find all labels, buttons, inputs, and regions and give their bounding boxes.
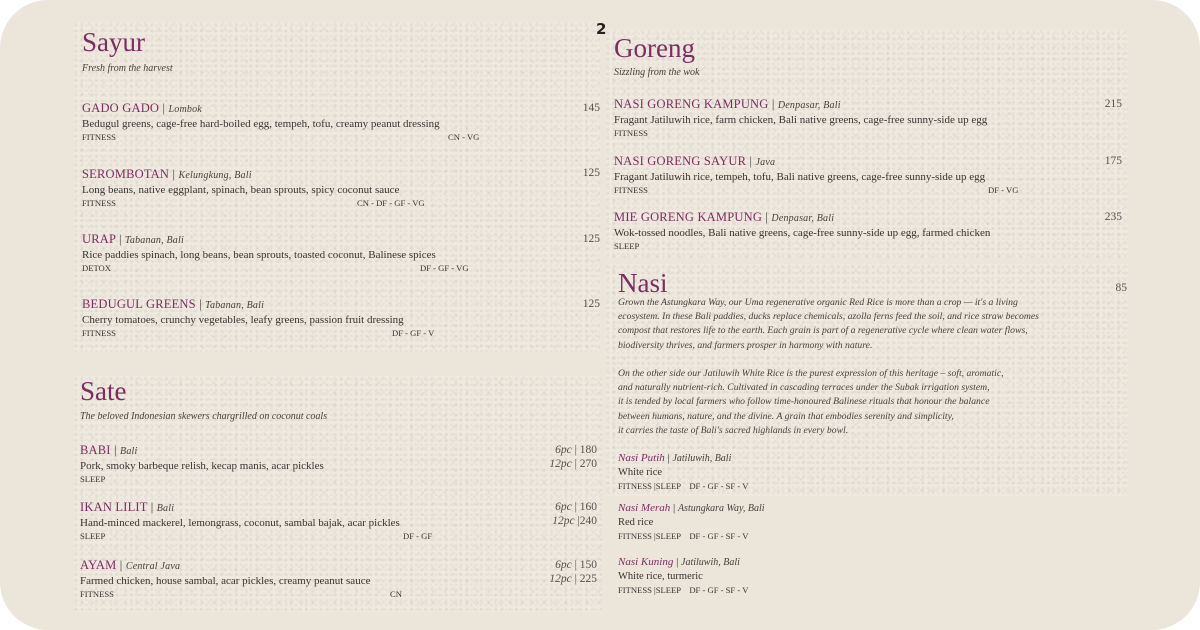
price-large: 240 — [579, 515, 597, 527]
item-description: Rice paddies spinach, long beans, bean sprouts, toasted coconut, Balinese spices — [82, 249, 436, 261]
item-origin: Java — [755, 157, 776, 168]
item-meta — [614, 240, 1034, 252]
item-heading: Nasi Merah | Astungkara Way, Bali — [618, 502, 765, 514]
item-price: 125 — [582, 298, 600, 310]
item-meta: FITNESS |SLEEP DF - GF - SF - V — [618, 585, 749, 595]
item-heading: NASI GORENG KAMPUNG | Denpasar, Bali — [614, 97, 841, 111]
item-name: NASI GORENG SAYUR — [614, 154, 747, 168]
nasi-item-putih — [618, 451, 918, 493]
item-heading: Nasi Kuning | Jatiluwih, Bali — [618, 556, 740, 568]
item-origin: Denpasar, Bali — [771, 213, 835, 224]
price-label-small: 6pc — [555, 444, 572, 456]
item-category: FITNESS — [614, 128, 648, 138]
goreng-item-mie-goreng-kampung — [614, 210, 1034, 252]
item-dietary-tags: CN - VG — [448, 132, 480, 142]
item-heading: AYAM | Central Java — [80, 558, 181, 572]
price-small: 160 — [579, 501, 597, 513]
item-description: White rice — [618, 467, 663, 478]
item-name: BABI — [80, 443, 111, 457]
price-small: 150 — [579, 559, 597, 571]
item-description: Hand-minced mackerel, lemongrass, coconut, sambal bajak, acar pickles — [80, 517, 400, 529]
item-description: Pork, smoky barbeque relish, kecap manis, acar pickles — [80, 460, 324, 472]
item-meta — [82, 131, 487, 143]
item-origin: Tabanan, Bali — [125, 235, 184, 246]
sayur-subtitle: Fresh from the harvest — [82, 63, 173, 74]
item-heading: IKAN LILIT | Bali — [80, 500, 175, 514]
nasi-item-kuning — [618, 555, 918, 597]
item-description: Bedugul greens, cage-free hard-boiled egg, tempeh, tofu, creamy peanut dressing — [82, 118, 440, 130]
item-origin: Bali — [120, 446, 138, 457]
item-description: Fragant Jatiluwih rice, tempeh, tofu, Bali native greens, cage-free sunny-side up egg — [614, 171, 986, 183]
item-name: SEROMBOTAN — [82, 167, 170, 181]
goreng-item-nasi-goreng-kampung — [614, 97, 1034, 139]
item-price: 6pc | 180 12pc | 270 — [549, 444, 597, 470]
item-name: URAP — [82, 232, 116, 246]
item-heading: NASI GORENG SAYUR | Java — [614, 154, 776, 168]
item-price: 6pc | 160 12pc |240 — [552, 501, 597, 527]
item-origin: Kelungkung, Bali — [178, 170, 252, 181]
item-origin: Central Java — [125, 561, 181, 572]
item-dietary-tags: DF - VG — [988, 185, 1019, 195]
item-origin: Denpasar, Bali — [777, 100, 841, 111]
item-dietary-tags: DF - GF — [403, 531, 433, 541]
item-description: Farmed chicken, house sambal, acar pickles, creamy peanut sauce — [80, 575, 371, 587]
item-name: GADO GADO — [82, 101, 160, 115]
price-label-small: 6pc — [555, 559, 572, 571]
item-meta — [80, 530, 485, 542]
nasi-intro-white-rice: On the other side our Jatiluwih White Rice is the purest expression of this heritage – soft, aromatic, and naturally nutrient-rich. Cultivated in cascading terraces under the Subak irrigation system, it is tended by local farmers who follow time-honoured Balinese rituals that honour the balance between humans, nature, and the divine. A grain that embodies serenity and simplicity, it carries the taste of Bali's sacred highlands in every bowl. — [618, 368, 1004, 436]
sayur-item-bedugul-greens — [82, 297, 487, 339]
item-name: AYAM — [80, 558, 117, 572]
item-name: Nasi Putih — [618, 452, 665, 464]
item-origin: Jatiluwih, Bali — [672, 453, 732, 464]
price-large: 270 — [579, 458, 597, 470]
goreng-item-nasi-goreng-sayur — [614, 154, 1034, 196]
goreng-title: Goreng — [614, 33, 695, 63]
item-name: NASI GORENG KAMPUNG — [614, 97, 769, 111]
item-dietary-tags: CN — [390, 589, 402, 599]
item-price: 175 — [1104, 155, 1122, 167]
page-number: 2 — [596, 20, 607, 38]
item-price: 235 — [1104, 211, 1122, 223]
item-heading: BABI | Bali — [80, 443, 138, 457]
price-label-large: 12pc — [549, 573, 572, 585]
item-price: 6pc | 150 12pc | 225 — [549, 559, 597, 585]
item-origin: Lombok — [168, 104, 202, 115]
item-description: Red rice — [618, 517, 654, 528]
sate-item-ikan-lilit — [80, 500, 485, 542]
sayur-item-gado-gado — [82, 101, 487, 143]
sate-title: Sate — [80, 376, 127, 406]
price-small: 180 — [579, 444, 597, 456]
nasi-price: 85 — [1115, 282, 1127, 294]
item-origin: Bali — [156, 503, 175, 514]
item-category: SLEEP — [614, 241, 640, 251]
sayur-item-urap — [82, 232, 487, 274]
nasi-item-merah — [618, 501, 918, 543]
goreng-subtitle: Sizzling from the wok — [614, 67, 700, 78]
item-heading: MIE GORENG KAMPUNG | Denpasar, Bali — [614, 210, 835, 224]
item-heading: GADO GADO | Lombok — [82, 101, 202, 115]
price-label-large: 12pc — [552, 515, 575, 527]
item-category: FITNESS — [614, 185, 648, 195]
item-category: FITNESS — [82, 198, 116, 208]
item-name: MIE GORENG KAMPUNG — [614, 210, 763, 224]
nasi-intro-red-rice: Grown the Astungkara Way, our Uma regenerative organic Red Rice is more than a crop — it's a living ecosystem. In these Bali paddies, ducks replace chemicals, azolla ferns feed the soil, and rice straw becomes compost that restores life to the earth. Each grain is part of a regenerative cycle where clean water flows, biodiversity thrives, and farmers prosper in harmony with nature. — [618, 297, 1039, 351]
item-category: SLEEP — [80, 474, 106, 484]
price-large: 225 — [579, 573, 597, 585]
item-origin: Astungkara Way, Bali — [677, 503, 765, 514]
price-label-small: 6pc — [555, 501, 572, 513]
item-meta — [80, 473, 485, 485]
item-category: FITNESS — [82, 132, 116, 142]
item-heading: URAP | Tabanan, Bali — [82, 232, 184, 246]
sayur-item-serombotan — [82, 167, 487, 209]
item-name: Nasi Merah — [618, 502, 671, 514]
item-meta — [80, 588, 485, 600]
item-category: FITNESS — [80, 589, 114, 599]
item-name: IKAN LILIT — [80, 500, 148, 514]
item-dietary-tags: DF - GF - VG — [420, 263, 469, 273]
item-meta — [82, 327, 487, 339]
item-origin: Jatiluwih, Bali — [681, 557, 740, 568]
item-meta — [82, 197, 487, 209]
sate-item-ayam — [80, 558, 485, 600]
item-description: Long beans, native eggplant, spinach, bean sprouts, spicy coconut sauce — [82, 184, 400, 196]
item-description: Cherry tomatoes, crunchy vegetables, leafy greens, passion fruit dressing — [82, 314, 404, 326]
sayur-title: Sayur — [82, 27, 145, 57]
item-origin: Tabanan, Bali — [205, 300, 265, 311]
item-meta — [614, 127, 1034, 139]
item-description: Fragant Jatiluwih rice, farm chicken, Bali native greens, cage-free sunny-side up egg — [614, 114, 988, 126]
item-category: SLEEP — [80, 531, 106, 541]
item-dietary-tags: DF - GF - V — [392, 328, 435, 338]
item-heading: BEDUGUL GREENS | Tabanan, Bali — [82, 297, 265, 311]
item-description: Wok-tossed noodles, Bali native greens, cage-free sunny-side up egg, farmed chicken — [614, 227, 991, 239]
sate-item-babi — [80, 443, 485, 485]
item-category: DETOX — [82, 263, 111, 273]
item-description: White rice, turmeric — [618, 571, 703, 582]
price-label-large: 12pc — [549, 458, 572, 470]
item-dietary-tags: CN - DF - GF - VG — [357, 198, 425, 208]
item-category: FITNESS — [82, 328, 116, 338]
item-price: 125 — [582, 233, 600, 245]
item-heading: Nasi Putih | Jatiluwih, Bali — [618, 452, 732, 464]
item-meta — [82, 262, 487, 274]
item-name: Nasi Kuning — [618, 556, 674, 568]
item-meta: FITNESS |SLEEP DF - GF - SF - V — [618, 531, 749, 541]
item-meta: FITNESS |SLEEP DF - GF - SF - V — [618, 481, 749, 491]
item-price: 145 — [582, 102, 600, 114]
sate-subtitle: The beloved Indonesian skewers chargrilled on coconut coals — [80, 411, 328, 422]
item-name: BEDUGUL GREENS — [82, 297, 196, 311]
item-price: 215 — [1104, 98, 1122, 110]
item-meta — [614, 184, 1034, 196]
item-heading: SEROMBOTAN | Kelungkung, Bali — [82, 167, 252, 181]
nasi-title: Nasi — [618, 268, 668, 298]
item-price: 125 — [582, 167, 600, 179]
